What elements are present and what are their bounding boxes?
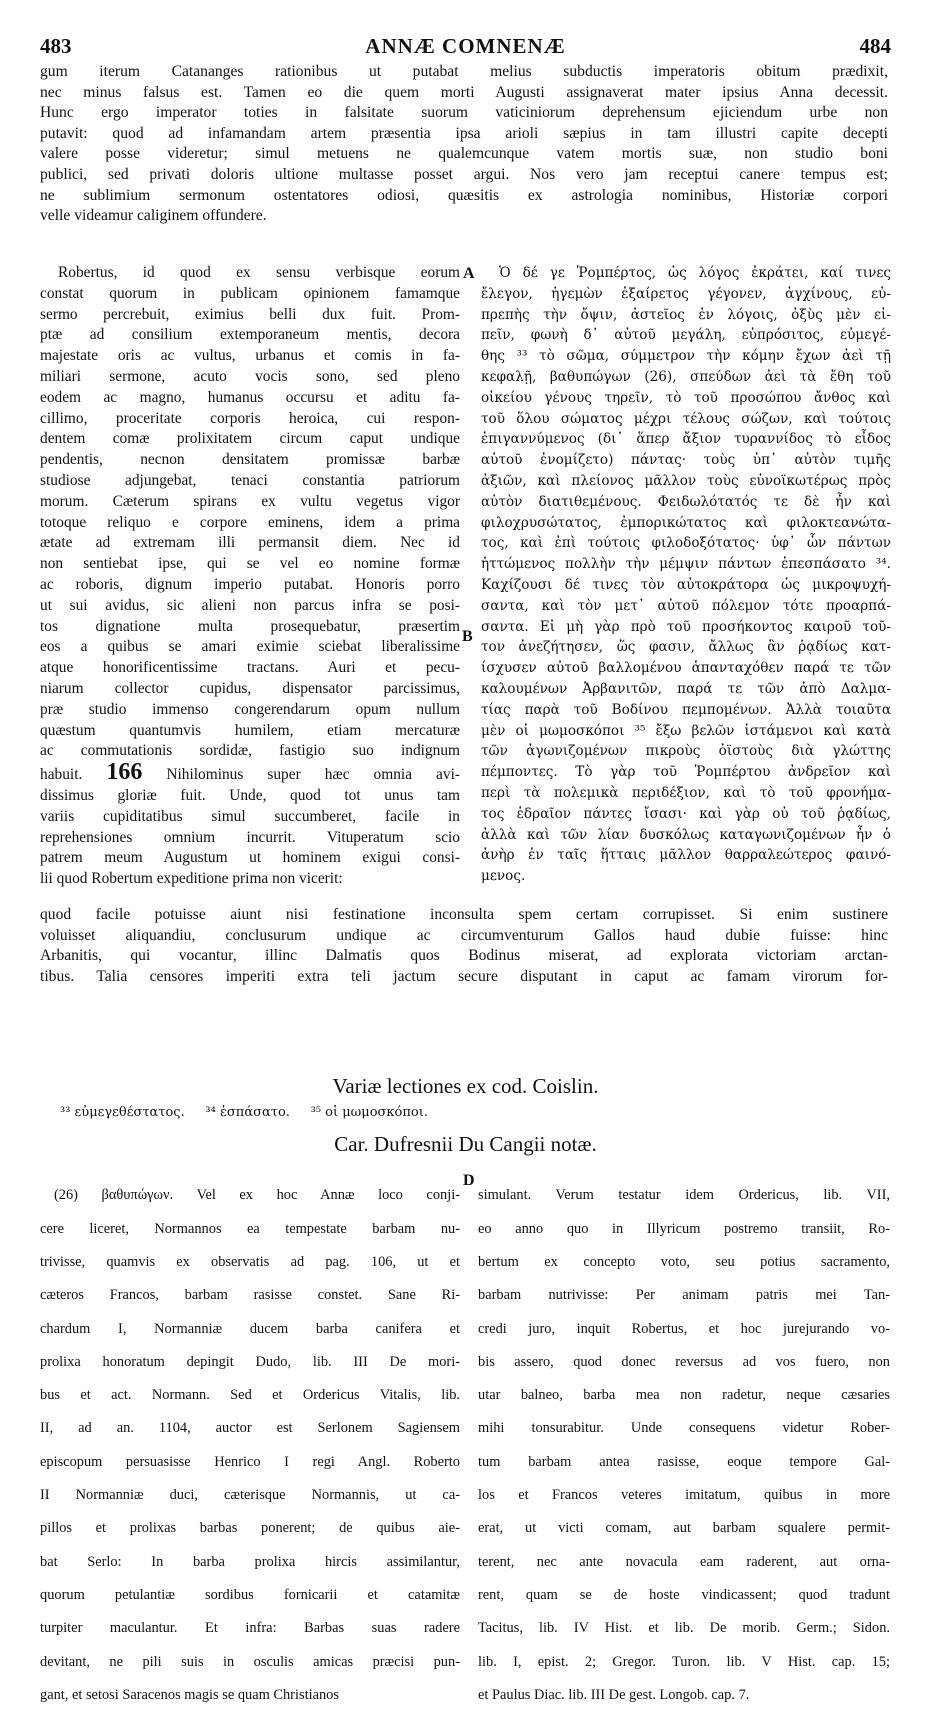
text-line: cillimo, proceritate corporis heroica, cui respon- <box>40 409 460 427</box>
text-line: αὐτὸν διατιθεμένους. Φειδωλότατός τε δὲ ἦν καὶ <box>481 493 891 510</box>
text-line: nec minus falsus est. Tamen eo die quem morti Augusti assignaverat mater ipsius Anna decessit. <box>40 83 888 101</box>
note-line: bertum ex concepto voto, seu potius sacramento, <box>478 1253 890 1270</box>
note-line: cere liceret, Normannos ea tempestate barbam nu- <box>40 1220 460 1237</box>
intro-paragraph <box>40 62 888 227</box>
text-line: lii quod Robertum expeditione prima non vicerit: <box>40 870 343 888</box>
note-line: Tacitus, lib. IV Hist. et lib. De morib. Germ.; Sidon. <box>478 1620 890 1637</box>
text-line: ac roboris, dignum imperio putabat. Honoris porro <box>40 575 460 593</box>
text-line: variis cupiditatibus simul succumberet, facile in <box>40 807 460 825</box>
notes-left-column <box>40 1172 460 1719</box>
text-line: voluisset aliquandiu, conclusurum undique ac circumventurum Gallos haud dubie fuisse: hinc <box>40 926 888 944</box>
text-line: ut sui avidus, sic alieni non parcus infra se posi- <box>40 596 460 614</box>
text-line: κεφαλῇ, βαθυπώγων (26), σπεύδων ἀεὶ τὰ ἔθη τοῦ <box>481 368 891 385</box>
greek-column <box>481 263 891 887</box>
text-line: tos dignatione multa prosequebatur, præsertim <box>40 617 460 635</box>
note-line: prolixa honoratum depingit Dudo, lib. III De mori- <box>40 1353 460 1370</box>
text-line: ἐπιγαννύμενος (δι᾽ ἅπερ ἄξιον τυραννίδος τὸ εἶδος <box>481 431 891 448</box>
text-line: dentem comæ prolixitatem circum caput undique <box>40 430 460 448</box>
note-line: barbam nutrivisse: Per animam patris mei Tan- <box>478 1287 890 1304</box>
note-line: devitant, ne pili suis in osculis amicas præcisi pun- <box>40 1653 460 1670</box>
note-line: trivisse, quamvis ex observatis ad pag. 106, ut et <box>40 1253 460 1270</box>
text-line: περὶ τὰ πολεμικὰ περιδέξιον, καὶ τὸ τοῦ φρονήμα- <box>481 784 891 801</box>
text-line: atque honorificentissime tractans. Auri et pecu- <box>40 659 460 677</box>
text-line: putavit: quod ad infamandam artem præsentia ipsa arioli sæpius in tam illustri capite decepti <box>40 124 888 142</box>
text-line: Ὁ δέ γε Ῥομπέρτος, ὡς λόγος ἐκράτει, καί τινες <box>499 265 891 281</box>
note-line: pillos et prolixas barbas ponerent; de quibus aie- <box>40 1520 460 1537</box>
text-line: σαντα, καὶ τὸν μετ᾽ αὐτοῦ πόλεμον τότε προαρπά- <box>481 597 891 614</box>
text-line: publici, sed privati doloris ultione multasse posset argui. Nos vero jam receptui canere tempus est; <box>40 165 888 183</box>
variant-reading: ³³ εὐμεγεθέστατος. <box>60 1105 185 1120</box>
variant-reading: ³⁵ οἱ μωμοσκόποι. <box>310 1105 428 1120</box>
note-line: eo anno quo in Illyricum postremo transiit, Ro- <box>478 1220 890 1237</box>
text-line: niarum collector cupidus, dispensator parcissimus, <box>40 679 460 697</box>
text-line: μὲν οἱ μωμοσκόποι ³⁵ ἔξω βελῶν ἱστάμενοι καὶ κατὰ <box>481 722 891 739</box>
latin-column <box>40 263 460 890</box>
text-line: ἀλλὰ καὶ τῶν λίαν δυσκόλως καταγωνιζομένων ἦν ὁ <box>481 826 891 843</box>
text-line: ptæ ad consilium extemporaneum mentis, decora <box>40 326 460 344</box>
note-line: terent, nec ante novacula eam raderent, aut orna- <box>478 1553 890 1570</box>
text-line: eodem ac magno, humanus occursu et aditu fa- <box>40 388 460 406</box>
notes-right-column <box>478 1172 890 1719</box>
text-line: τος ἑδραῖον πάντες ἴσασι· καὶ γὰρ οὐ τοῦ ῥᾳδίως, <box>481 805 891 822</box>
text-line: sermo percrebuit, eximius belli dux fuit. Prom- <box>40 305 460 323</box>
text-line: Robertus, id quod ex sensu verbisque eorum <box>58 264 460 281</box>
text-line: ίσχυσεν αὐτοῦ βαλλομένου ἁπανταχόθεν παρά τε τῶν <box>481 660 891 677</box>
note-line: lib. I, epist. 2; Gregor. Turon. lib. V Hist. cap. 15; <box>478 1653 890 1670</box>
note-line: II Normanniæ duci, cæterisque Normannis, ut ca- <box>40 1487 460 1504</box>
running-header <box>40 34 891 60</box>
text-line: quæstum quantumvis humilem, etiam mercaturæ <box>40 721 460 739</box>
text-line: τος, καὶ ἐπὶ τούτοις φιλοδοξότατος· ὑφ᾽ ὧν πάντων <box>481 535 891 552</box>
variant-reading: ³⁴ ἐσπάσατο. <box>205 1105 290 1120</box>
text-line: ætate ad extremam illi permansit diem. Nec id <box>40 534 460 552</box>
margin-marker-b: B <box>462 628 473 645</box>
note-line: cæteros Francos, barbam rasisse constet. Sane Ri- <box>40 1287 460 1304</box>
variae-list <box>60 1105 428 1120</box>
note-line: gant, et setosi Saracenos magis se quam Christianos <box>40 1686 339 1703</box>
text-line: τῶν ἀγωνιζομένων πικροὺς ὀϊστοὺς διὰ γλώττης <box>481 743 891 760</box>
text-line: gum iterum Catananges rationibus ut putabat melius subductis imperatoris obitum prædixit, <box>40 63 888 80</box>
note-line: episcopum persuasisse Henrico I regi Angl. Roberto <box>40 1453 460 1470</box>
text-line: φιλοχρυσώτατος, ἐμπορικώτατος καὶ φιλοκτεανώτα- <box>481 514 891 531</box>
text-line: μενος. <box>481 868 526 885</box>
note-line: quorum petulantiæ sordibus fornicarii et catamitæ <box>40 1586 460 1603</box>
margin-marker-d: D <box>463 1172 475 1189</box>
text-line: τοῦ ὅλου σώματος μέχρι τέλους σώζων, καὶ τούτοις <box>481 410 891 427</box>
text-line: ἀνὴρ ἐν ταῖς ἥτταις μᾶλλον θαρραλεώτερος φαινό- <box>481 847 891 864</box>
text-line: velle videamur caliginem offundere. <box>40 207 267 225</box>
notae-heading: Car. Dufresnii Du Cangii notæ. <box>334 1132 597 1156</box>
text-line: τον ἀνεζήτησεν, ὥς φασιν, ἄλλως ἂν ῥᾳδίως κατ- <box>481 639 891 656</box>
note-line: turpiter maculantur. Et infra: Barbas suas radere <box>40 1620 460 1637</box>
text-line: morum. Cæterum spirans ex vultu vegetus vigor <box>40 492 460 510</box>
text-line: studiose adjungebat, tenaci constantia patriorum <box>40 471 460 489</box>
text-line: eos a quibus se amari eximie sciebat liberalissime <box>40 638 460 656</box>
note-line: II, ad an. 1104, auctor est Serlonem Sagiensem <box>40 1420 460 1437</box>
note-line: (26) βαθυπώγων. Vel ex hoc Annæ loco conji- <box>54 1187 460 1204</box>
text-line: ac commutationis sordidæ, fastigio suo indignum <box>40 742 460 760</box>
note-line: et Paulus Diac. lib. III De gest. Longob. cap. 7. <box>478 1686 750 1703</box>
text-line: οἰκείου γένους τηρεῖν, τὸ τοῦ προσώπου ἄνθος καὶ <box>481 389 891 406</box>
text-line: πρεπὴς τὴν ὄψιν, ἀστεῖος ἐν λόγοις, ὀξὺς μὲν εἰ- <box>481 306 891 323</box>
text-line: valere posse videretur; simul metuens ne qualemcunque vatem mortis suæ, non studio boni <box>40 145 888 163</box>
text-line-with-folio <box>40 762 460 786</box>
text-line: miliari sermone, acuto vocis sono, sed pleno <box>40 367 460 385</box>
text-line: Arbanitis, qui vocantur, illinc Dalmatis quos Bodinus miserat, ad explorata victoriam arctan- <box>40 947 888 965</box>
note-line: simulant. Verum testatur idem Ordericus, lib. VII, <box>478 1187 890 1204</box>
note-line: bis assero, quod donec reversus ad vos fuero, non <box>478 1353 890 1370</box>
text-line: σαντα. Εἰ μὴ γὰρ πρὸ τοῦ προσήκοντος καιροῦ τοῦ- <box>481 618 891 635</box>
text-line: πέμποντες. Τὸ γὰρ τοῦ Ῥομπέρτου ἀνδρεῖον καὶ <box>481 764 891 781</box>
text-line: αὐτοῦ ἐνομίζετο) πάντας· τοὺς ὑπ᾽ αὐτὸν τιμῆς <box>481 452 891 469</box>
note-line: credi juro, inquit Robertus, et hoc jurejurando vo- <box>478 1320 890 1337</box>
text-line: dissimus gloriæ fuit. Unde, quod tot unus tam <box>40 786 460 804</box>
text-line: quod facile potuisse aiunt nisi festinatione inconsulta spem certam corrupisset. Si enim sustinere <box>40 906 888 923</box>
text-line: non sentiebat ipse, qui se vel eo nomine formæ <box>40 555 460 573</box>
page-number-left: 483 <box>40 34 72 58</box>
text-line: Hunc ergo imperator toties in falsitate suorum vaticiniorum deprehensum ejiciendum urbe non <box>40 104 888 122</box>
note-line: utar balneo, barba mea non radetur, neque cæsaries <box>478 1387 890 1404</box>
note-line: rent, quam se de hoste vindicassent; quod tradunt <box>478 1586 890 1603</box>
text-line: ἔλεγον, ἡγεμὼν ἐξαίρετος γέγονεν, ἀγχίνους, εὐ- <box>481 285 891 302</box>
text-line: patrem meum Augustum ut hominem exigui consi- <box>40 849 460 867</box>
text-line: ἀξιῶν, καὶ πλείονος μᾶλλον τοὺς εὐνοϊκωτέρως πρὸς <box>481 472 891 489</box>
text-line: reprehensiones omnium incurrit. Vituperatum scio <box>40 828 460 846</box>
folio-number: 166 <box>106 762 143 786</box>
text-line: totoque reliquo e corpore eminens, idem a prima <box>40 513 460 531</box>
note-line: chardum I, Normanniæ ducem barba canifera et <box>40 1320 460 1337</box>
text-line: constat quorum in publicam opinionem famamque <box>40 284 460 302</box>
running-title: ANNÆ COMNENÆ <box>365 34 566 58</box>
text-line: præ studio immenso congerendarum opum nullum <box>40 700 460 718</box>
text-line: tibus. Talia censores imperiti extra teli jactum secure disputant in caput ac famam virorum for- <box>40 967 888 985</box>
text-line: majestate oris ac vultus, urbanus et comis in fa- <box>40 347 460 365</box>
text-line: τίας παρὰ τοῦ Βοδίνου πεμπομένων. Ἀλλὰ τοιαῦτα <box>481 701 891 718</box>
text-line: ne sublimium sermonum ostentatores odiosi, quæsitis ex astrologia nominibus, Historiæ corpori <box>40 186 888 204</box>
note-line: tum barbam antea rasisse, eoque tempore Gal- <box>478 1453 890 1470</box>
page-number-right: 484 <box>859 34 891 58</box>
note-line: mihi tonsurabitur. Unde consequens videtur Rober- <box>478 1420 890 1437</box>
text-line: ἡττώμενος πολλὴν τὴν μέμψιν πάντων ἐπεσπάσατο ³⁴. <box>481 556 891 573</box>
text-fragment: Nihilominus super hæc omnia avi- <box>166 766 460 784</box>
note-line: erat, ut victi comam, aut barbam squalere permit- <box>478 1520 890 1537</box>
note-line: bat Serlo: In barba prolixa hircis assimilantur, <box>40 1553 460 1570</box>
closing-paragraph <box>40 905 888 987</box>
text-line: καλουμένων Ἀρβανιτῶν, παρά τε τῶν ἀπὸ Δαλμα- <box>481 680 891 697</box>
text-line: θης ³³ τὸ σῶμα, σύμμετρον τὴν κόμην ἔχων ἀεὶ τῇ <box>481 348 891 365</box>
text-line: Καχίζουσι δέ τινες τὸν αὐτοκράτορα ὡς μικροψυχή- <box>481 576 891 593</box>
text-line: pendentis, necnon densitatem promissæ barbæ <box>40 451 460 469</box>
note-line: bus et act. Normann. Sed et Ordericus Vitalis, lib. <box>40 1387 460 1404</box>
margin-marker-a: A <box>463 265 475 282</box>
variae-heading: Variæ lectiones ex cod. Coislin. <box>332 1074 599 1098</box>
note-line: los et Francos veteres imitatum, quibus in more <box>478 1487 890 1504</box>
text-fragment: habuit. <box>40 766 83 784</box>
text-line: πεῖν, φωνὴ δ᾽ αὐτοῦ μεγάλη, εὐπρόσιτος, εὐμεγέ- <box>481 327 891 344</box>
